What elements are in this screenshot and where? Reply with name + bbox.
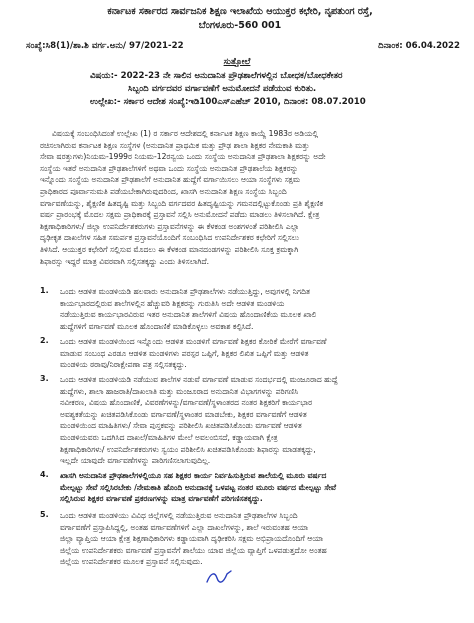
point-line: ನಡೆಯುತ್ತಿರುವ ಕಾರ್ಯಭಾರವಿರುವ ಇತರ ಅನುದಾನಿತ ಶಾಲೆಗಳಿಗೆ ವಿಷಯ ಹೊಂದಾಣಿಕೆಯ ಮೂಲಕ ಖಾಲಿ bbox=[60, 310, 317, 320]
body-line: ಶಿಕ್ಷಣಾಧಿಕಾರಿಗಳು/ ಜಿಲ್ಲಾ ಉಪನಿರ್ದೇಶಕರುಗಳು ಪ್ರಸ್ತಾವನೆಗಳನ್ನು ಈ ಕೆಳಕಂಡ ಅಂಶಗಳಂತೆ ಪರಿಶೀಲಿಸಿ ಎಲ್ಲಾ bbox=[40, 221, 300, 231]
body-line: ಸಂಸ್ಥೆಯ ಇತರೆ ಅನುದಾನಿತ ಪ್ರೌಢಶಾಲೆಗಳಿಗೆ ಅಥವಾ ಒಂದು ಸಂಸ್ಥೆಯ ಅನುದಾನಿತ ಪ್ರೌಢಶಾಲೆಯ ಶಿಕ್ಷಕರನ್ನು bbox=[40, 163, 299, 173]
point-line: ಶಿಕ್ಷಣಾಧಿಕಾರಿಗಳು/ ಉಪನಿರ್ದೇಶಕರುಗಳು ಸ್ವಯಂ ಪರಿಶೀಲಿಸಿ ಖಚಿತಪಡಿಸಿಕೊಂಡು ಶಿಫಾರಸ್ಸು ಮಾಡತಕ್ಕದ್ದು, bbox=[60, 444, 316, 454]
subject-line-1: ವಿಷಯ:- 2022-23 ನೇ ಸಾಲಿನ ಅನುದಾನಿತ ಪ್ರೌಢಶಾಲೆಗಳಲ್ಲಿನ ಬೋಧಕ/ಬೋಧಕೇತರ bbox=[90, 71, 343, 81]
body-line: ತಿಳಿಸಿದೆ. ಆಯುಕ್ತರ ಕಛೇರಿಗೆ ಸಲ್ಲಿಸುವ ಮೊದಲು ಈ ಕೆಳಕಂಡ ಮಾನದಂಡಗಳನ್ನು ಪರಿಶೀಲಿಸಿ ಸೂಕ್ತ ಕ್ರಮಕ್ಕಾಗಿ bbox=[40, 244, 299, 254]
body-line: ರಚಿಸಲಾಗಿರುವ ಕರ್ನಾಟಕ ಶಿಕ್ಷಣ ಸಂಸ್ಥೆಗಳ (ಅನುದಾನಿತ ಪ್ರಾಥಮಿಕ ಮತ್ತು ಪ್ರೌಢ ಶಾಲಾ ಶಿಕ್ಷಕರ ನೇಮಕಾತಿ ಮತ್ತು bbox=[40, 140, 310, 150]
point-5 bbox=[60, 510, 460, 568]
document-date: ದಿನಾಂಕ: 06.04.2022 bbox=[378, 41, 460, 51]
point-line: ಜಿಲ್ಲಾ ವ್ಯಾಪ್ತಿಯ ಆಯಾ ಕ್ಷೇತ್ರ ಶಿಕ್ಷಣಾಧಿಕಾರಿಗಳು ಕಡ್ಡಾಯವಾಗಿ ದೃಢೀಕರಿಸಿ ಸಕ್ಷಮ ಅಭಿಪ್ರಾಯದೊಂದಿಗೆ ಆಯಾ bbox=[60, 534, 324, 544]
body-line: ದೃಢೀಕೃತ ದಾಖಲೆಗಳ ಸಹಿತ ಸಮರ್ಪಕ ಪ್ರಸ್ತಾವನೆಯೊಂದಿಗೆ ಸಂಬಂಧಿಸಿದ ಉಪನಿರ್ದೇಶಕರ ಕಛೇರಿಗೆ ಸಲ್ಲಿಸಲು bbox=[40, 233, 300, 243]
circular-title: ಸುತ್ತೋಲೆ bbox=[223, 57, 251, 67]
point-line: ಮಂಡಳಿಯವರು ಒದಗಿಸಿದ ದಾಖಲೆ/ಮಾಹಿತಿಗಳ ಮೇಲೆ ಅವಲಂಬಿಸದೆ, ಕಡ್ಡಾಯವಾಗಿ ಕ್ಷೇತ್ರ bbox=[60, 432, 278, 442]
point-line: ಮೇಲ್ಪಟ್ಟು ಸೇವೆ ಸಲ್ಲಿಸಿರಬೇಕು /ನೇಮಕಾತಿ ಹೊಂದಿ ಅನುದಾನಕ್ಕೆ ಒಳಪಟ್ಟ ನಂತರ ಮೂರು ವರ್ಷದ ಮೇಲ್ಪಟ್ಟು ಸೇವೆ bbox=[60, 482, 337, 492]
point-line: ಮಾಡುವ ಸಂಬಂಧ ಎರಡೂ ಆಡಳಿತ ಮಂಡಳಿಗಳು ಪರಸ್ಪರ ಒಪ್ಪಿಗೆ, ಶಿಕ್ಷಕರ ಲಿಖಿತ ಒಪ್ಪಿಗೆ ಮತ್ತು ಆಡಳಿತ bbox=[60, 348, 309, 358]
point-number: 4. bbox=[40, 470, 49, 479]
point-line: ಮಂಡಳಿಯಿಂದ ಮಾಹಿತಿಗಳು/ ಸೇವಾ ಪುಸ್ತಕವನ್ನು ಪರಿಶೀಲಿಸಿ ಖಚಿತಪಡಿಸಿಕೊಂಡು ವರ್ಗಾವಣೆ ಆಡಳಿತ bbox=[60, 421, 302, 431]
point-line: ಅವಶ್ಯಕತೆಯನ್ನು ಖಚಿತಪಡಿಸಿಕೊಂಡು ವರ್ಗಾವಣೆ/ಸ್ಥಳಾಂತರ ಮಾಡಬೇಕು, ಶಿಕ್ಷಕರ ವರ್ಗಾವಣೆಗೆ ಆಡಳಿತ bbox=[60, 409, 307, 419]
point-line: ವರ್ಗಾವಣೆಗೆ ಪ್ರಸ್ತಾಪಿಸಿದ್ದಲ್ಲಿ, ಅಂತಹ ವರ್ಗಾವಣೆಗಳಿಗೆ ಎಲ್ಲಾ ದಾಖಲೆಗಳನ್ನು, ಶಾಲೆ ಇರುವಂತಹ ಆಯಾ bbox=[60, 522, 309, 532]
point-line: ಇಲ್ಲದೇ ಯಾವುದೇ ವರ್ಗಾವಣೆಗಳನ್ನು ಪಾರಿಗಣಿಸಲಾಗುವುದಿಲ್ಲ. bbox=[60, 456, 211, 466]
handwritten-mark bbox=[205, 568, 233, 586]
point-line: ಸಲ್ಲಿಸಿರುವ ಶಿಕ್ಷಕರ ವರ್ಗಾವಣೆ ಪ್ರಕರಣಗಳನ್ನು ಮಾತ್ರ ವರ್ಗಾವಣೆಗೆ ಪರಿಗಣಿಸತಕ್ಕದ್ದು. bbox=[60, 494, 263, 504]
body-line: ಇನ್ನೊಂದು ಸಂಸ್ಥೆಯ ಅನುದಾನಿತ ಪ್ರೌಢಶಾಲೆಗೆ ಅನುದಾನಿತ ಹುದ್ದೆಗೆ ವರ್ಗಾಯಿಸಲು ಆಯಾ ಸಂಸ್ಥೆಗಳು ಸಕ್ಷಮ bbox=[40, 175, 301, 185]
letterhead bbox=[40, 5, 440, 33]
body-line: ಪ್ರಾಧಿಕಾರದ ಪೂರ್ವಾನುಮತಿ ಪಡೆಯಬೇಕಾಗಿರುವುದರಿಂದ, ಖಾಸಗಿ ಅನುದಾನಿತ ಶಿಕ್ಷಣ ಸಂಸ್ಥೆಯ ಸಿಬ್ಬಂದಿ bbox=[40, 186, 287, 196]
point-line: ಜಿಲ್ಲೆಯ ಉಪನಿರ್ದೇಶಕರು ವರ್ಗಾವಣೆ ಪ್ರಸ್ತಾವನೆಗೆ ಶಾಲೆಯು ಯಾವ ಜಿಲ್ಲೆಯ ವ್ಯಾಪ್ತಿಗೆ ಒಳಪಡುತ್ತದೋ ಅಂತಹ bbox=[60, 545, 327, 555]
body-line: ಶಿಫಾರಸ್ಸು ಇದ್ದರೆ ಮಾತ್ರ ವಿವರವಾಗಿ ಸಲ್ಲಿಸತಕ್ಕದ್ದು ಎಂದು ತಿಳಿಸಲಾಗಿದೆ. bbox=[40, 256, 210, 266]
point-line: ಒಂದು ಆಡಳಿತ ಮಂಡಳಿಯು ವಿವಿಧ ಜಿಲ್ಲೆಗಳಲ್ಲಿ ನಡೆಯುತ್ತಿರುವ ಅನುದಾನಿತ ಪ್ರೌಢಶಾಲೆಗಳ ಸಿಬ್ಬಂದಿ bbox=[60, 511, 298, 520]
reference-order: ಉಲ್ಲೇಖ:- ಸರ್ಕಾರ ಆದೇಶ ಸಂಖ್ಯೆ:ಇಡಿ100ಎಸ್‌ಎಹೆಚ್ 2010, ದಿನಾಂಕ: 08.07.2010 bbox=[90, 97, 366, 107]
point-number: 2. bbox=[40, 336, 49, 345]
point-line: ನವೀಕರಣ, ವಿಷಯ ಹೊಂದಾಣಿಕೆ, ವಿವರಣೆಗಳನ್ನು/ವರ್ಗಾವಣೆ/ಸ್ಥಳಾಂತರದ ನಂತರ ಶಿಕ್ಷಕರಿಗೆ ಕಾರ್ಯಭಾರ bbox=[60, 398, 313, 408]
point-3 bbox=[60, 374, 460, 467]
point-number: 5. bbox=[40, 510, 49, 519]
subject-line-2: ಸಿಬ್ಬಂದಿ ವರ್ಗದವರ ವರ್ಗಾವಣೆಗೆ ಅನುಮೋದನೆ ಪಡೆಯುವ ಕುರಿತು. bbox=[128, 84, 317, 94]
point-line: ಒಂದು ಆಡಳಿತ ಮಂಡಳಿಯಡಿ ನಡೆಯುವ ಶಾಲೆಗಳ ನಡುವೆ ವರ್ಗಾವಣೆ ಮಾಡುವ ಸಂದರ್ಭದಲ್ಲಿ ಮಂಜೂರಾದ ಹುದ್ದೆ bbox=[60, 375, 338, 384]
point-line: ಕಾರ್ಯಭಾರದಲ್ಲಿರುವ ಶಾಲೆಗಳಲ್ಲಿನ ಹೆಚ್ಚುವರಿ ಶಿಕ್ಷಕರನ್ನು ಗುರುತಿಸಿ ಅದೇ ಆಡಳಿತ ಮಂಡಳಿಯ bbox=[60, 298, 285, 308]
point-4 bbox=[60, 470, 460, 505]
reference-number: ಸಂಖ್ಯೆ:ಸಿ8(1)/ಶಾ.ಶಿ ವರ್ಗ.ಅನು/ 97/2021-22 bbox=[26, 41, 184, 51]
point-line: ಒಂದು ಆಡಳಿತ ಮಂಡಳಿಯಡಿ ಹಲವಾರು ಅನುದಾನಿತ ಪ್ರೌಢಶಾಲೆಗಳು ನಡೆಯುತ್ತಿದ್ದು, ಅವುಗಳಲ್ಲಿ ನಿಗದಿತ bbox=[60, 287, 310, 296]
body-line: ವರ್ಷ ಪ್ರಾರಂಭಕ್ಕೆ ಮೊದಲ ಸಕ್ಷಮ ಪ್ರಾಧಿಕಾರಕ್ಕೆ ಪ್ರಸ್ತಾವನೆ ಸಲ್ಲಿಸಿ ಅನುಮೋದನೆ ಪಡೆದು ಮಾಡಲು ತಿಳಿಸಲಾಗಿದೆ. ಕ್ಷೇತ್ರ bbox=[40, 210, 320, 220]
point-line: ಖಾಸಗಿ ಅನುದಾನಿತ ಪ್ರೌಢಶಾಲೆಗಳಲ್ಲಿಯೂ ಸಹ ಶಿಕ್ಷಕರ ಕಾರ್ಯ ನಿರ್ವಹಿಸುತ್ತಿರುವ ಶಾಲೆಯಲ್ಲಿ ಮೂರು ವರ್ಷದ bbox=[60, 471, 327, 480]
letterhead-line-2: ಬೆಂಗಳೂರು-560 001 bbox=[198, 20, 282, 31]
point-number: 1. bbox=[40, 286, 49, 295]
body-line: ವರ್ಗಾವಣೆಯನ್ನು, ಶೈಕ್ಷಣಿಕ ಹಿತದೃಷ್ಟಿ ಮತ್ತು ಸಿಬ್ಬಂದಿ ವರ್ಗದವರ ಹಿತದೃಷ್ಟಿಯನ್ನು ಗಮನದಲ್ಲಿಟ್ಟುಕೊಂಡು ಪ್ರತಿ ಶೈಕ್ಷಣಿಕ bbox=[40, 198, 324, 208]
point-line: ಹುದ್ದೆಗಳಿಗೆ ವರ್ಗಾವಣೆ ಮೂಲಕ ಹೊಂದಾಣಿಕೆ ಮಾಡಿಕೊಳ್ಳಲು ಅವಕಾಶ ಕಲ್ಪಿಸಿದೆ. bbox=[60, 321, 254, 331]
point-line: ಜಿಲ್ಲೆಯ ಉಪನಿರ್ದೇಶಕರ ಮೂಲಕ ಪ್ರಸ್ತಾವನೆ ಸಲ್ಲಿಸುವುದು. bbox=[60, 557, 203, 567]
point-2 bbox=[60, 336, 460, 371]
point-line: ಹುದ್ದೆಗಳು, ಶಾಲಾ ಹಾಜರಾತಿ/ದಾಖಲಾತಿ ಮತ್ತು ಮಂಜೂರಾದ ಅನುದಾನಿತ ವಿಭಾಗಗಳನ್ನು ಪರಿಗಣಿಸಿ bbox=[60, 386, 299, 396]
body-line: ಸೇವಾ ಷರತ್ತುಗಳು)ನಿಯಮ-1999ರ ನಿಯಮ-12ರನ್ವಯ ಒಂದು ಸಂಸ್ಥೆಯ ಅನುದಾನಿತ ಪ್ರೌಢಶಾಲಾ ಶಿಕ್ಷಕರನ್ನು ಅದೇ bbox=[40, 152, 326, 162]
body-line: ವಿಷಯಕ್ಕೆ ಸಂಬಂಧಿಸಿದಂತೆ ಉಲ್ಲೇಖ (1) ರ ಸರ್ಕಾರ ಆದೇಶದಲ್ಲಿ ಕರ್ನಾಟಕ ಶಿಕ್ಷಣ ಕಾಯ್ದೆ 1983ರ ಅಡಿಯಲ್ಲಿ bbox=[52, 129, 319, 138]
point-line: ಮಂಡಳಿಯ ಠರಾವು/ನಿರಾಕ್ಷೇಪಣಾ ಪತ್ರ ಸಲ್ಲಿಸತಕ್ಕದ್ದು. bbox=[60, 360, 187, 370]
body-paragraph bbox=[40, 128, 460, 267]
point-number: 3. bbox=[40, 374, 49, 383]
point-1 bbox=[60, 286, 460, 332]
letterhead-line-1: ಕರ್ನಾಟಕ ಸರ್ಕಾರದ ಸಾರ್ವಜನಿಕ ಶಿಕ್ಷಣ ಇಲಾಖೆಯ ಆಯುಕ್ತರ ಕಛೇರಿ, ನೃಪತುಂಗ ರಸ್ತೆ, bbox=[107, 6, 373, 17]
point-line: ಒಂದು ಆಡಳಿತ ಮಂಡಳಿಯಿಂದ ಇನ್ನೊಂದು ಆಡಳಿತ ಮಂಡಳಿಗೆ ವರ್ಗಾವಣೆ ಶಿಕ್ಷಕರ ಕೋರಿಕೆ ಮೇರೆಗೆ ವರ್ಗಾವಣೆ bbox=[60, 337, 327, 346]
